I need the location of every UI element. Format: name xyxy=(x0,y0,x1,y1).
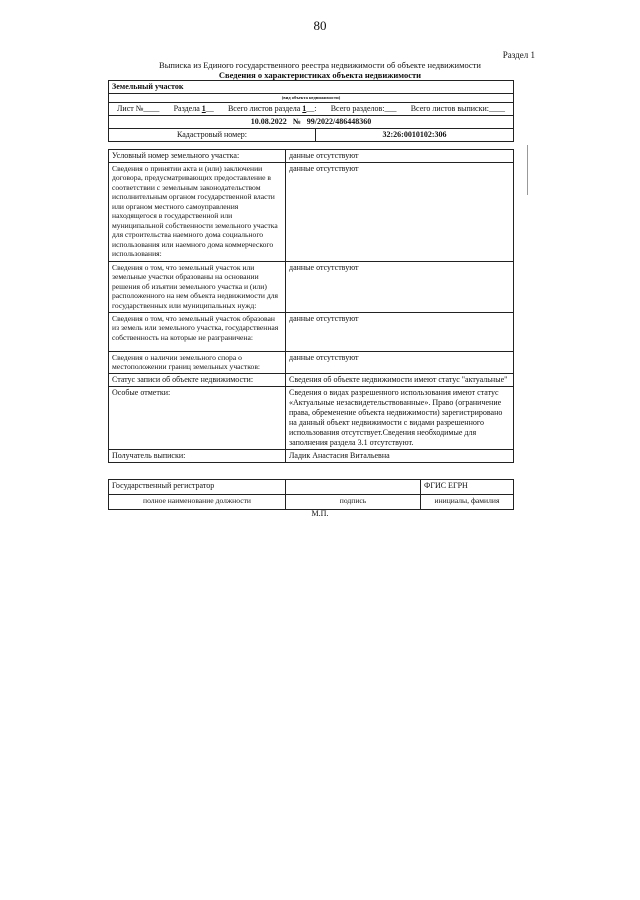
number-sign: № xyxy=(292,116,301,126)
table-row: Сведения о наличии земельного спора о местоположении границ земельных участков: данные отсутствуют xyxy=(109,352,514,374)
stamp-place: М.П. xyxy=(311,509,329,518)
caption-position: полное наименование должности xyxy=(109,495,286,510)
table-row: Особые отметки: Сведения о видах разрешенного использования имеют статус «Актуальные незасвидетельствованные». Право (ограничение права, обременение объекта недвижимости) зарегистрировано на данный объект недвижимости с видами разрешенного использования отсутствует.Сведения необходимые для заполнения раздела 3.1 отсутствуют. xyxy=(109,386,514,449)
total-sheets-section: Всего листов раздела 1__: xyxy=(227,103,317,113)
date-number-row xyxy=(109,115,514,128)
characteristics-table xyxy=(108,149,514,463)
document-subtitle: Сведения о характеристиках объекта недвижимости xyxy=(218,70,422,80)
object-type: Земельный участок xyxy=(109,81,514,94)
object-type-caption: (вид объекта недвижимости) xyxy=(109,94,514,103)
document-title: Выписка из Единого государственного реестра недвижимости об объекте недвижимости xyxy=(159,60,481,70)
registrar-initials: ФГИС ЕГРН xyxy=(421,480,514,495)
table-row: Сведения о принятии акта и (или) заключении договора, предусматривающих предоставление в соответствии с земельным законодательством исполнительным органом государственной власти или органом местного самоуправления находящегося в государственной или муниципальной собственности земельного участка для строительства наемного дома социального использования или наемного дома коммерческого использования: данные отсутствуют xyxy=(109,163,514,262)
section-label: Раздел 1 xyxy=(502,50,535,60)
total-sections: Всего разделов:___ xyxy=(330,103,397,113)
extract-number: 99/2022/486448360 xyxy=(306,116,372,126)
caption-signature: подпись xyxy=(286,495,421,510)
cadastral-number: 32:26:0010102:306 xyxy=(316,128,514,141)
table-row: Условный номер земельного участка: данные отсутствуют xyxy=(109,150,514,163)
sheet-info-row xyxy=(109,102,514,115)
sheet-number: Лист №____ xyxy=(117,103,160,113)
header-table xyxy=(108,80,514,142)
registrar-position: Государственный регистратор xyxy=(109,480,286,495)
section-field: Раздела 1__ xyxy=(173,103,214,113)
total-sheets-extract: Всего листов выписки:____ xyxy=(410,103,505,113)
page-number: 80 xyxy=(313,18,327,33)
signature-field xyxy=(286,480,421,495)
table-row: Получатель выписки: Ладик Анастасия Витальевна xyxy=(109,449,514,462)
signature-table xyxy=(108,479,514,510)
caption-initials: инициалы, фамилия xyxy=(421,495,514,510)
cadastral-label: Кадастровый номер: xyxy=(109,128,316,141)
table-row: Сведения о том, что земельный участок образован из земель или земельного участка, государственная собственность на которые не разграничена: данные отсутствуют xyxy=(109,313,514,352)
table-row: Сведения о том, что земельный участок или земельные участки образованы на основании решения об изъятии земельного участка и (или) расположенного на нем объекта недвижимости для государственных или муниципальных нужд: данные отсутствуют xyxy=(109,262,514,313)
margin-mark xyxy=(527,145,528,195)
extract-date: 10.08.2022 xyxy=(250,116,287,126)
table-row: Статус записи об объекте недвижимости: Сведения об объекте недвижимости имеют статус "актуальные" xyxy=(109,373,514,386)
